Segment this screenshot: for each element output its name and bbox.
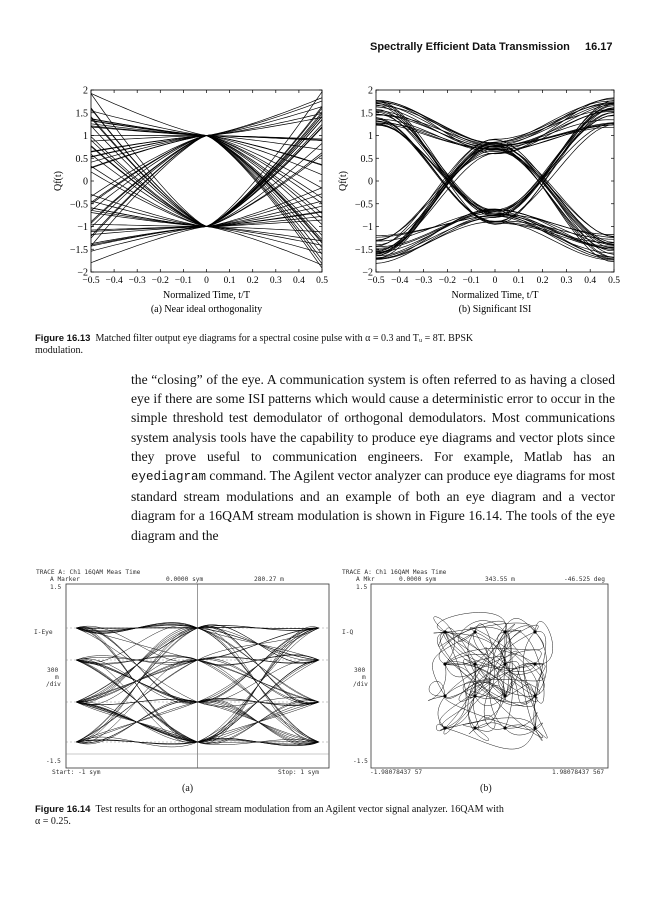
x-tick-label: −0.5 [82, 276, 100, 286]
y-tick-label: −0.5 [69, 199, 88, 211]
eye-trace [376, 99, 614, 145]
constellation-point [443, 630, 446, 633]
eye-trace [91, 98, 322, 157]
scope-a-unit1: m [55, 674, 59, 681]
eye-trace [376, 101, 614, 238]
constellation-point [473, 630, 476, 633]
caption-text-cont: modulation. [35, 345, 84, 356]
caption-text: Matched filter output eye diagrams for a spectral cosine pulse with α = 0.3 and Tᵤ = 8T. BPSK [95, 333, 474, 344]
scope-trace [469, 696, 489, 741]
scope-a-marker: A Marker [50, 576, 80, 583]
constellation-point [473, 662, 476, 665]
running-title: Spectrally Efficient Data Transmission [370, 41, 570, 53]
scope-b-trace: TRACE A: Ch1 16QAM Meas Time [342, 569, 447, 576]
scope-b-top: 1.5 [356, 584, 368, 591]
constellation-point [503, 630, 506, 633]
x-tick-label: −0.4 [105, 276, 123, 286]
y-tick-label: −1.5 [354, 244, 373, 256]
eye-trace [91, 208, 322, 241]
constellation-point [503, 662, 506, 665]
x-tick-label: −0.3 [414, 276, 433, 286]
eye-trace [376, 111, 614, 211]
x-tick-label: −0.4 [391, 276, 409, 286]
x-axis-label: Normalized Time, t/T [451, 290, 539, 301]
y-tick-label: −2 [362, 267, 373, 279]
scope-a-trace: TRACE A: Ch1 16QAM Meas Time [36, 569, 141, 576]
x-tick-label: 0.3 [560, 276, 573, 286]
y-tick-label: −1 [362, 222, 373, 233]
scope-b-constellation-traces [428, 612, 553, 749]
scope-a-unit2: /div [46, 681, 61, 688]
scope-b-phase-reading: -46.525 deg [564, 576, 605, 583]
y-tick-label: 1 [368, 131, 373, 142]
x-tick-label: 0.4 [584, 276, 597, 286]
scope-b-x-left: -1.98078437 57 [370, 769, 423, 776]
x-tick-label: −0.2 [151, 276, 169, 286]
constellation-point [443, 662, 446, 665]
y-tick-label: 1 [83, 131, 88, 142]
eye-trace [91, 127, 322, 139]
y-tick-label: 0.5 [75, 153, 88, 165]
scope-b-marker-reading: 343.55 m [485, 576, 515, 583]
x-tick-label: 0 [204, 276, 209, 286]
scope-trace [473, 696, 478, 729]
scope-trace [428, 664, 446, 701]
x-tick-label: 0.3 [269, 276, 282, 286]
x-tick-label: −0.3 [128, 276, 146, 286]
scope-b-marker-value: 0.0000 sym [399, 576, 437, 583]
eye-trace [376, 107, 614, 248]
scope-a-marker-value: 0.0000 sym [166, 576, 204, 583]
eye-traces [91, 92, 322, 268]
eye-trace [91, 114, 322, 227]
scope-trace [489, 632, 505, 728]
figure-label: Figure 16.13 [35, 333, 91, 344]
y-tick-label: 0 [368, 176, 373, 188]
y-tick-label: −0.5 [354, 199, 373, 211]
eye-trace [376, 106, 614, 225]
scope-a-scale: 300 [47, 667, 59, 674]
y-tick-label: −1.5 [69, 244, 88, 256]
scope-b-scale: 300 [354, 667, 366, 674]
eye-trace [91, 126, 322, 265]
x-tick-label: −0.1 [174, 276, 193, 286]
body-text-part1: the “closing” of the eye. A communication system is often referred to as having a closed eye if there are some ISI patterns which would cause a deterministic error to occur in the simple threshold test demodulator of orthogonal demodulators. Most communications system analysis tools have the capability to produce eye diagrams and vector plots since they prove useful to communication engineers. For example, Matlab has an [131, 372, 615, 464]
caption-text: Test results for an orthogonal stream modulation from an Agilent vector signal analyzer. 16QAM with [95, 804, 504, 815]
eye-diagram-b [338, 86, 620, 316]
scope-b-unit1: m [362, 674, 366, 681]
scope-b-unit2: /div [353, 681, 368, 688]
x-tick-label: 0.2 [246, 276, 259, 286]
x-tick-label: 0.5 [316, 276, 328, 286]
scope-trace [475, 681, 513, 699]
constellation-point [533, 694, 536, 697]
x-tick-label: 0.1 [223, 276, 236, 286]
constellation-point [473, 694, 476, 697]
scope-a-start: Start: -1 sym [52, 769, 101, 776]
figure-16-14 [0, 560, 664, 800]
x-tick-label: 0.2 [536, 276, 549, 286]
body-paragraph [131, 370, 615, 545]
scope-a-channel: I-Eye [34, 629, 53, 636]
y-tick-label: 0.5 [360, 153, 373, 165]
scope-a-eye-traces [66, 584, 329, 768]
constellation-point [443, 694, 446, 697]
scope-trace [498, 632, 535, 664]
y-tick-label: −2 [77, 267, 88, 279]
x-tick-label: 0.1 [512, 276, 525, 286]
scope-b-frame [371, 584, 608, 768]
figure-16-13 [0, 80, 664, 325]
scope-trace [475, 632, 512, 728]
x-tick-label: −0.5 [367, 276, 385, 286]
x-tick-label: 0.4 [292, 276, 305, 286]
y-tick-label: 1.5 [360, 108, 373, 120]
chart-subtitle: (a) Near ideal orthogonality [150, 304, 263, 315]
eye-traces [376, 98, 614, 264]
constellation-point [533, 662, 536, 665]
x-tick-label: 0.5 [608, 276, 620, 286]
body-text-part2: command. The Agilent vector analyzer can produce eye diagrams for most standard stream modulations and an example of both an eye diagram and a vector diagram for a 16QAM stream modulation is shown in Figure 16.14. The tools of the eye diagram and the [131, 468, 615, 543]
subcaption-b: (b) [480, 783, 492, 794]
constellation-point [473, 726, 476, 729]
scope-b-marker: A Mkr [356, 576, 375, 583]
scope-a-marker-reading: 280.27 m [254, 576, 284, 583]
eye-trace [91, 227, 322, 254]
y-tick-label: 2 [368, 85, 373, 97]
code-eyediagram: eyediagram [131, 470, 207, 485]
y-tick-label: −1 [77, 222, 88, 233]
constellation-point [503, 726, 506, 729]
y-tick-label: 1.5 [75, 108, 88, 120]
eye-trace [376, 104, 614, 216]
constellation-point [503, 694, 506, 697]
constellation-point [533, 630, 536, 633]
y-axis-label: Qf(t) [53, 171, 64, 191]
x-tick-label: −0.2 [438, 276, 457, 286]
scope-b-channel: I-Q [342, 629, 354, 636]
constellation-point [443, 726, 446, 729]
y-tick-label: 2 [83, 85, 88, 97]
chart-subtitle: (b) Significant ISI [458, 304, 532, 315]
scope-trace [535, 664, 545, 696]
subcaption-a: (a) [182, 783, 194, 794]
scope-trace [429, 681, 445, 696]
figure-label: Figure 16.14 [35, 804, 91, 815]
x-tick-label: −0.1 [462, 276, 480, 286]
eye-trace [376, 102, 614, 250]
eye-trace [376, 118, 614, 222]
figure-16-14-caption [35, 804, 627, 828]
x-tick-label: 0 [492, 276, 498, 286]
constellation-point [533, 726, 536, 729]
eye-diagram-a [53, 86, 328, 316]
page-number: 16.17 [585, 41, 613, 53]
eye-trace [91, 153, 322, 245]
scope-a-bottom: -1.5 [46, 758, 61, 765]
caption-text-cont: α = 0.25. [35, 816, 71, 827]
scope-a-top: 1.5 [50, 584, 62, 591]
y-tick-label: 0 [83, 176, 88, 188]
scope-a-stop: Stop: 1 sym [278, 769, 319, 776]
y-axis-label: Qf(t) [338, 171, 349, 191]
eye-trace [91, 136, 322, 244]
x-axis-label: Normalized Time, t/T [163, 290, 250, 301]
scope-b-bottom: -1.5 [353, 758, 368, 765]
scope-b-x-right: 1.98078437 567 [552, 769, 605, 776]
scope-trace [444, 632, 475, 665]
eye-trace [376, 113, 614, 258]
scope-trace [439, 627, 505, 646]
figure-16-13-caption [35, 333, 627, 357]
scope-trace [467, 626, 535, 698]
